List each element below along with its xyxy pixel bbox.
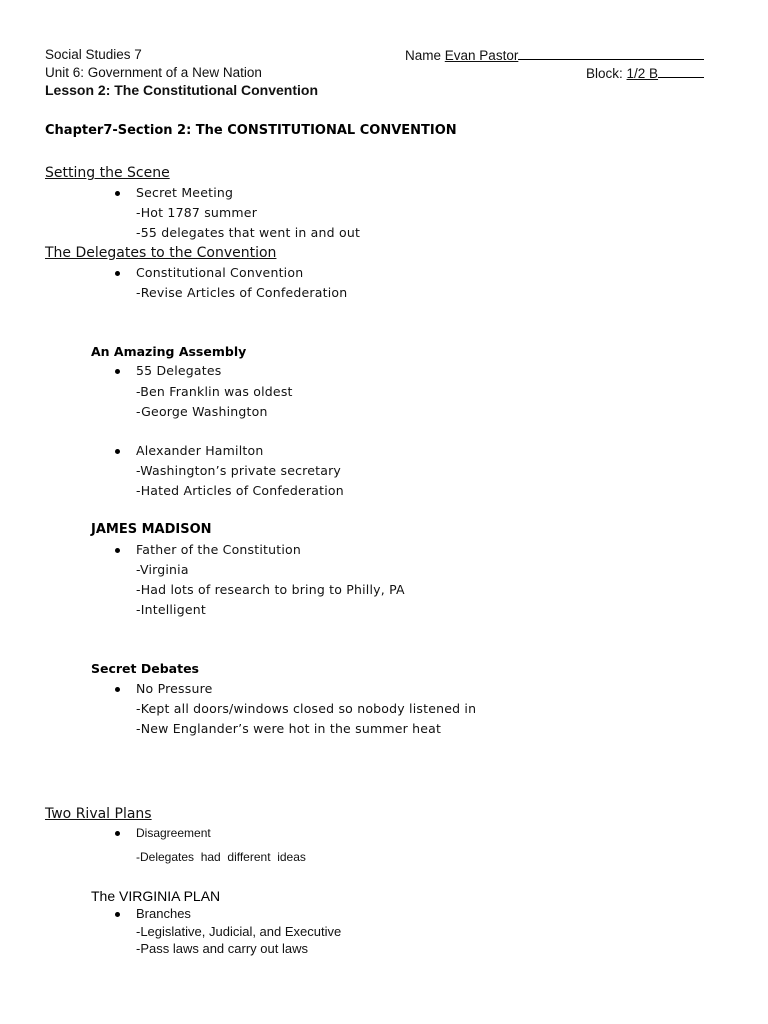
bullet-text: No Pressure bbox=[136, 681, 213, 696]
block-label: Block: bbox=[586, 66, 623, 81]
bullet-icon bbox=[115, 191, 120, 196]
block-field bbox=[586, 65, 704, 82]
detail-text: -George Washington bbox=[136, 404, 268, 419]
bullet-text: Secret Meeting bbox=[136, 185, 234, 200]
bullet-text: Alexander Hamilton bbox=[136, 443, 264, 458]
detail-text: -Had lots of research to bring to Philly, PA bbox=[136, 582, 405, 597]
name-field bbox=[405, 47, 704, 64]
block-value: 1/2 B bbox=[626, 66, 659, 81]
bullet-icon bbox=[115, 449, 120, 454]
bullet-text: Father of the Constitution bbox=[136, 542, 301, 557]
bullet-icon bbox=[115, 271, 120, 276]
bullet-text: Constitutional Convention bbox=[136, 265, 304, 280]
detail-text: -Washington’s private secretary bbox=[136, 463, 342, 478]
unit-title: Unit 6: Government of a New Nation bbox=[45, 65, 262, 80]
detail-text: -Pass laws and carry out laws bbox=[136, 941, 308, 956]
name-value: Evan Pastor bbox=[444, 48, 519, 63]
subheading-virginia-plan: The VIRGINIA PLAN bbox=[91, 888, 221, 904]
bullet-icon bbox=[115, 369, 120, 374]
detail-text: -Intelligent bbox=[136, 602, 206, 617]
bullet-icon bbox=[115, 831, 120, 836]
lesson-title: Lesson 2: The Constitutional Convention bbox=[45, 82, 318, 98]
bullet-icon bbox=[115, 548, 120, 553]
subheading-amazing-assembly: An Amazing Assembly bbox=[91, 344, 247, 359]
detail-text: -Ben Franklin was oldest bbox=[136, 384, 293, 399]
bullet-text: Branches bbox=[136, 906, 191, 921]
detail-text: -Legislative, Judicial, and Executive bbox=[136, 924, 342, 939]
bullet-text: Disagreement bbox=[136, 826, 211, 840]
detail-text: -Virginia bbox=[136, 562, 189, 577]
course-title: Social Studies 7 bbox=[45, 47, 142, 62]
name-underline bbox=[518, 47, 704, 60]
bullet-icon bbox=[115, 687, 120, 692]
subheading-james-madison: JAMES MADISON bbox=[91, 522, 212, 537]
detail-text: -New Englander’s were hot in the summer heat bbox=[136, 721, 442, 736]
section-heading-setting-the-scene: Setting the Scene bbox=[45, 165, 170, 181]
block-underline bbox=[658, 65, 704, 78]
detail-text: -Delegates had different ideas bbox=[136, 850, 306, 864]
detail-text: -55 delegates that went in and out bbox=[136, 225, 361, 240]
detail-text: -Kept all doors/windows closed so nobody listened in bbox=[136, 701, 477, 716]
subheading-secret-debates: Secret Debates bbox=[91, 661, 199, 676]
bullet-text: 55 Delegates bbox=[136, 363, 222, 378]
detail-text: -Hated Articles of Confederation bbox=[136, 483, 344, 498]
bullet-icon bbox=[115, 912, 120, 917]
chapter-title: Chapter7-Section 2: The CONSTITUTIONAL CONVENTION bbox=[45, 123, 457, 138]
detail-text: -Revise Articles of Confederation bbox=[136, 285, 348, 300]
detail-text: -Hot 1787 summer bbox=[136, 205, 258, 220]
section-heading-delegates: The Delegates to the Convention bbox=[45, 245, 277, 261]
name-label: Name bbox=[405, 48, 442, 63]
section-heading-two-rival-plans: Two Rival Plans bbox=[45, 806, 152, 822]
